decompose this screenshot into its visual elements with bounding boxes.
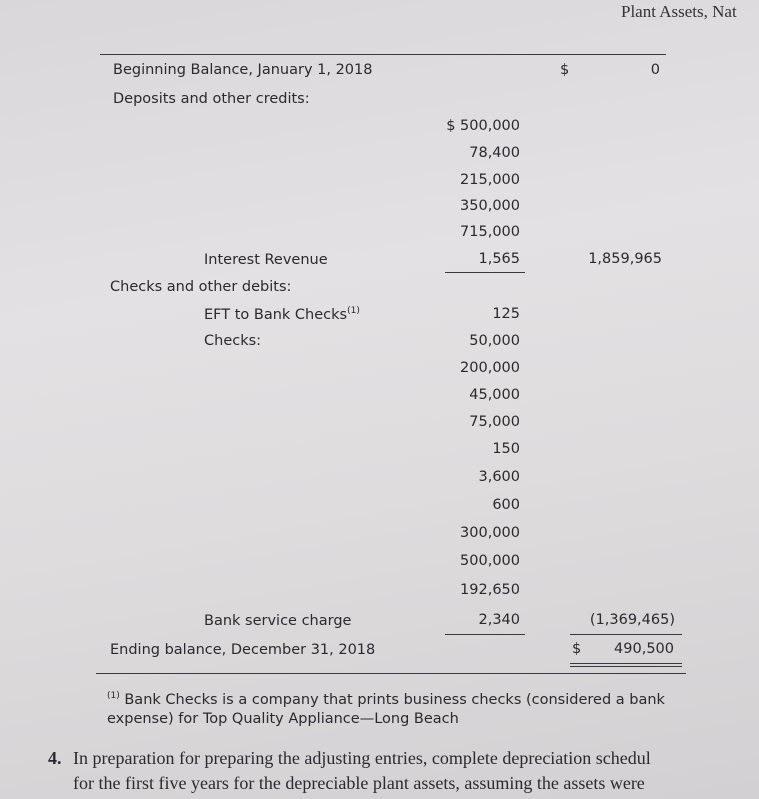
running-header: Plant Assets, Nat bbox=[621, 2, 737, 21]
deposit-item: 350,000 bbox=[460, 198, 520, 214]
eft-label-row bbox=[204, 306, 360, 323]
footnote-line-1 bbox=[107, 691, 665, 708]
deposit-item: 215,000 bbox=[460, 172, 520, 188]
check-item: 150 bbox=[492, 441, 520, 457]
checks-heading: Checks and other debits: bbox=[110, 279, 292, 295]
question-line-2: for the first five years for the depreciable plant assets, assuming the assets were bbox=[73, 773, 645, 793]
beginning-balance-dollar: $ bbox=[560, 62, 570, 78]
top-rule bbox=[100, 54, 666, 55]
deposits-total: 1,859,965 bbox=[588, 251, 662, 267]
service-charge-value: 2,340 bbox=[478, 612, 520, 628]
footnote-reference: (1) bbox=[347, 306, 360, 316]
question-number: 4. bbox=[48, 748, 62, 768]
deposit-item: 715,000 bbox=[460, 224, 520, 240]
checks-sub-label: Checks: bbox=[204, 333, 262, 349]
deposit-item: $ 500,000 bbox=[446, 118, 520, 134]
debits-subtotal-rule bbox=[445, 634, 525, 635]
footnote-line-2: expense) for Top Quality Appliance—Long Beach bbox=[107, 711, 459, 727]
debits-total: (1,369,465) bbox=[589, 612, 675, 628]
deposit-item: 78,400 bbox=[469, 145, 520, 161]
check-item: 75,000 bbox=[469, 414, 520, 430]
footnote-text-1: Bank Checks is a company that prints business checks (considered a bank bbox=[124, 691, 665, 708]
check-item: 200,000 bbox=[460, 360, 520, 376]
check-item: 50,000 bbox=[469, 333, 520, 349]
ending-balance-label: Ending balance, December 31, 2018 bbox=[110, 642, 376, 658]
check-item: 192,650 bbox=[460, 582, 520, 598]
footnote-mark: (1) bbox=[107, 691, 120, 701]
service-charge-label: Bank service charge bbox=[204, 613, 352, 629]
debits-total-rule bbox=[570, 634, 682, 635]
question-line-1: In preparation for preparing the adjusting entries, complete depreciation schedul bbox=[73, 748, 651, 768]
interest-revenue-value: 1,565 bbox=[478, 251, 520, 267]
ending-rule-1 bbox=[570, 663, 682, 664]
ending-rule-2 bbox=[570, 666, 682, 667]
ending-balance-value: 490,500 bbox=[614, 641, 674, 657]
bottom-rule bbox=[96, 673, 686, 674]
interest-revenue-label: Interest Revenue bbox=[204, 252, 328, 268]
check-item: 500,000 bbox=[460, 553, 520, 569]
deposits-subtotal-rule bbox=[445, 272, 525, 273]
check-item: 600 bbox=[492, 497, 520, 513]
check-item: 45,000 bbox=[469, 387, 520, 403]
eft-value: 125 bbox=[492, 306, 520, 322]
beginning-balance-label: Beginning Balance, January 1, 2018 bbox=[113, 62, 373, 78]
eft-label: EFT to Bank Checks bbox=[204, 306, 348, 323]
beginning-balance-value: 0 bbox=[650, 62, 660, 78]
ending-balance-dollar: $ bbox=[572, 641, 582, 657]
check-item: 300,000 bbox=[460, 525, 520, 541]
check-item: 3,600 bbox=[478, 469, 520, 485]
deposits-heading: Deposits and other credits: bbox=[113, 91, 310, 107]
